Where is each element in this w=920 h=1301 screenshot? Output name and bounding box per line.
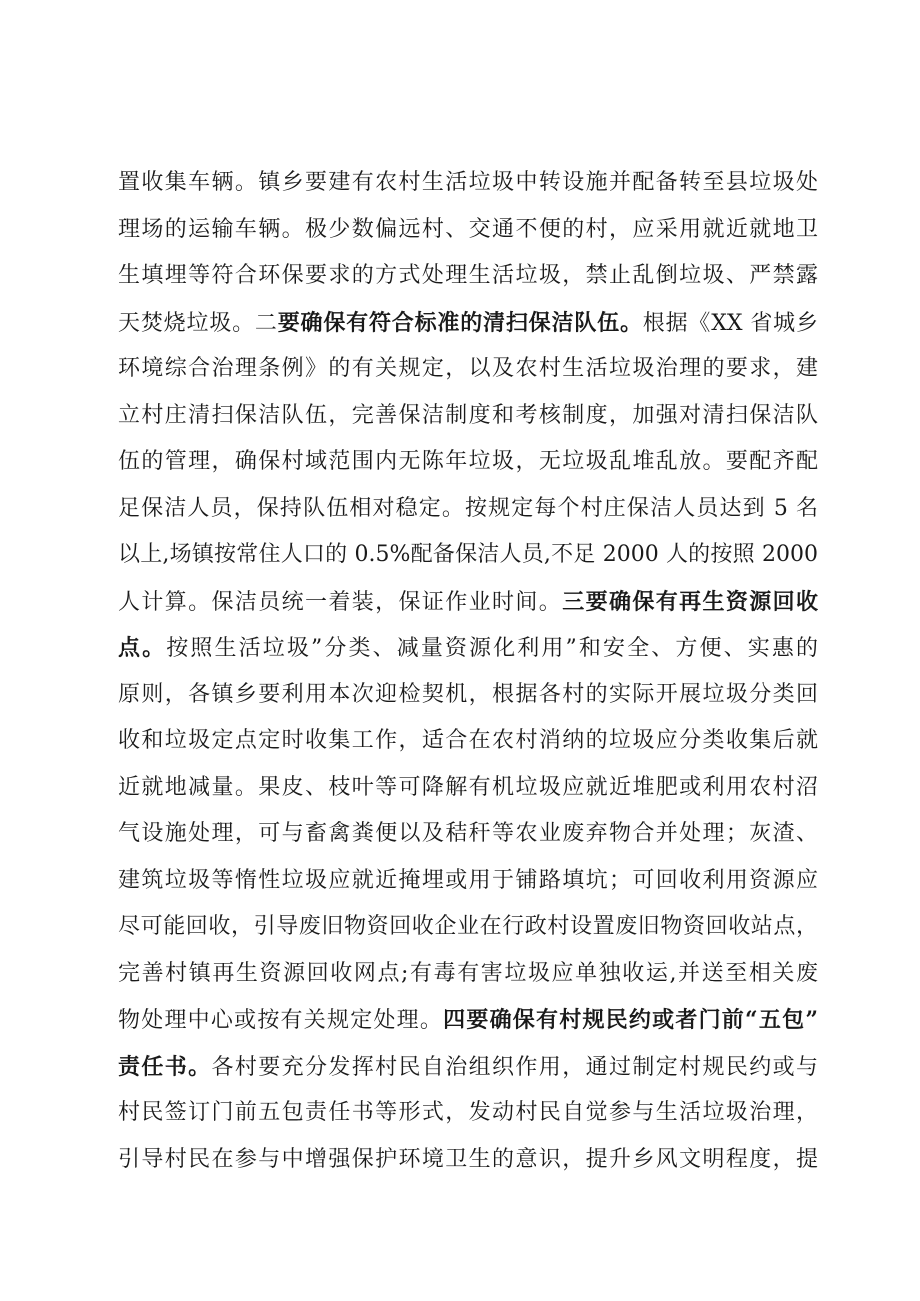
text-run: 置收集车辆。镇乡要建有农村生活垃圾中转设施并配备转至县垃圾处 [118,170,818,195]
text-line [118,1090,818,1137]
text-run: 气设施处理，可与畜禽粪便以及秸秆等农业废弃物合并处理；灰渣、 [118,821,818,846]
text-line [118,486,818,533]
text-line [118,393,818,440]
text-run: 近就地减量。果皮、枝叶等可降解有机垃圾应就近堆肥或利用农村沼 [118,774,818,800]
text-run: 引导村民在参与中增强保护环境卫生的意识，提升乡风文明程度，提 [118,1146,818,1172]
text-line [118,718,818,765]
text-line [118,1137,818,1184]
text-line [118,672,818,719]
text-run: 伍的管理，确保村域范围内无陈年垃圾，无垃圾乱堆乱放。要配齐配 [118,449,818,474]
text-run: 原则，各镇乡要利用本次迎检契机，根据各村的实际开展垃圾分类回 [118,681,818,707]
text-line [118,253,818,300]
text-line [118,904,818,951]
text-line [118,439,818,486]
text-run: 完善村镇再生资源回收网点;有毒有害垃圾应单独收运,并送至相关废 [118,960,818,986]
bold-heading-run: 三要确保有再生资源回收 [562,588,818,615]
text-line [118,579,818,626]
text-line [118,997,818,1044]
text-line [118,300,818,347]
text-line [118,765,818,812]
text-run: 各村要充分发挥村民自治组织作用，通过制定村规民约或与 [211,1054,818,1080]
text-run: 以上,场镇按常住人口的 0.5%配备保洁人员,不足 2000 人的按照 2000 [118,542,818,567]
text-run: 环境综合治理条例》的有关规定，以及农村生活垃圾治理的要求，建 [118,356,818,381]
bold-heading-run: 要确保有符合标准的清扫保洁队伍。 [277,309,643,336]
text-line [118,951,818,998]
text-run: 物处理中心或按有关规定处理。 [118,1008,444,1033]
text-run: 根据《XX 省城乡 [642,310,818,336]
text-line [118,160,818,207]
text-run: 收和垃圾定点定时收集工作，适合在农村消纳的垃圾应分类收集后就 [118,728,818,753]
text-line [118,207,818,254]
bold-heading-run: 四要确保有村规民约或者门前“五包” [443,1007,818,1033]
text-run: 建筑垃圾等惰性垃圾应就近掩埋或用于铺路填坑；可回收利用资源应 [118,867,818,893]
text-line [118,1044,818,1091]
text-run: 人计算。保洁员统一着装，保证作业时间。 [118,589,563,615]
bold-heading-run: 责任书。 [118,1053,212,1080]
text-run: 立村庄清扫保洁队伍，完善保洁制度和考核制度，加强对清扫保洁队 [118,402,818,428]
text-line [118,346,818,393]
text-line [118,625,818,672]
bold-heading-run: 点。 [118,635,167,661]
text-run: 生填埋等符合环保要求的方式处理生活垃圾，禁止乱倒垃圾、严禁露 [118,263,818,288]
text-run: 理场的运输车辆。极少数偏远村、交通不便的村，应采用就近就地卫 [118,216,818,242]
text-run: 天焚烧垃圾。二 [118,310,278,336]
text-run: 村民签订门前五包责任书等形式，发动村民自觉参与生活垃圾治理， [118,1100,818,1125]
text-line [118,858,818,905]
text-run: 按照生活垃圾”分类、减量资源化利用”和安全、方便、实惠的 [166,636,818,661]
text-run: 尽可能回收，引导废旧物资回收企业在行政村设置废旧物资回收站点， [118,914,818,939]
document-body-text [118,160,818,1183]
text-line [118,532,818,579]
text-run: 足保洁人员，保持队伍相对稳定。按规定每个村庄保洁人员达到 5 名 [118,495,818,521]
text-line [118,811,818,858]
